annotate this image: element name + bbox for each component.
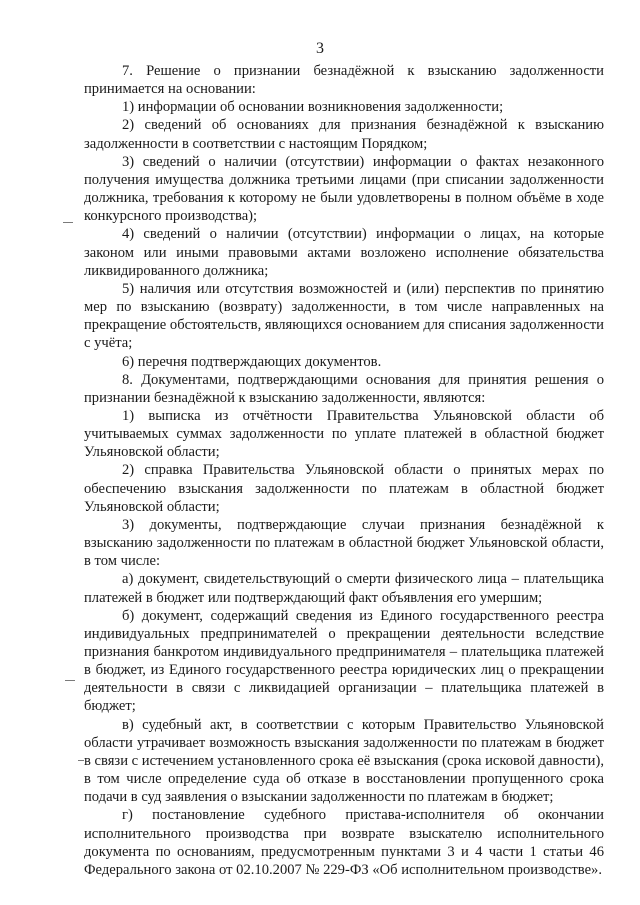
paragraph-8-sub-v: в) судебный акт, в соответствии с которым Правительство Ульяновской области утрачивает возможность взыскания задолженности по платежам в бюджет в связи с истечением установленного срока её взыскания (срока исковой давности), в том числе определение суда об отказе в восстановлении пропущенного срока подачи в суд заявления о взыскании задолженности по платежам в бюджет; [84,716,604,806]
paragraph-8-sub-g: г) постановление судебного пристава-исполнителя об окончании исполнительного производства при возврате взыскателю исполнительного документа по основаниям, предусмотренным пунктами 3 и 4 части 1 статьи 46 Федерального закона от 02.10.2007 № 229-ФЗ «Об исполнительном производстве». [84,807,604,878]
paragraph-8-sub-a: а) документ, свидетельствующий о смерти физического лица – плательщика платежей в бюджет или подтверждающий факт объявления его умершим; [84,571,604,606]
margin-mark [65,680,75,681]
paragraph-7-item-4: 4) сведений о наличии (отсутствии) информации о лицах, на которые законом или иными правовыми актами возложено исполнение обязательства ликвидированного должника; [84,226,604,279]
paragraph-8-intro: 8. Документами, подтверждающими основания для принятия решения о признании безнадёжной к взысканию задолженности, являются: [84,371,604,406]
paragraph-8-item-2: 2) справка Правительства Ульяновской области о принятых мерах по обеспечению взыскания задолженности по платежам в областной бюджет Ульяновской области; [84,462,604,515]
paragraph-7-item-3: 3) сведений о наличии (отсутствии) информации о фактах незаконного получения имущества должника третьими лицами (при списании задолженности должника, требования к которому не были удовлетворены в полном объёме в ходе конкурсного производства); [84,153,604,225]
document-body [84,62,604,879]
paragraph-7-item-2: 2) сведений об основаниях для признания безнадёжной к взысканию задолженности в соответствии с настоящим Порядком; [84,117,604,152]
page-number: 3 [316,40,324,57]
paragraph-8-item-1: 1) выписка из отчётности Правительства Ульяновской области об учитываемых суммах задолженности по уплате платежей в областной бюджет Ульяновской области; [84,407,604,461]
paragraph-7-item-5: 5) наличия или отсутствия возможностей и (или) перспектив по принятию мер по взысканию (возврату) задолженности, в том числе направленных на прекращение обстоятельств, являющихся основанием для списания задолженности с учёта; [84,280,604,352]
margin-mark [63,222,73,223]
paragraph-8-item-3: 3) документы, подтверждающие случаи признания безнадёжной к взысканию задолженности по платежам в областной бюджет Ульяновской области, в том числе: [84,516,604,570]
paragraph-7-intro: 7. Решение о признании безнадёжной к взысканию задолженности принимается на основании: [84,63,604,98]
paragraph-7-item-6: 6) перечня подтверждающих документов. [122,353,382,370]
paragraph-7-item-1: 1) информации об основании возникновения задолженности; [122,99,504,116]
paragraph-8-sub-b: б) документ, содержащий сведения из Единого государственного реестра индивидуальных предпринимателей о прекращении деятельности вследствие признания банкротом индивидуального предпринимателя – плательщика платежей в бюджет, из Единого государственного реестра юридических лиц о прекращении деятельности в связи с ликвидацией организации – плательщика платежей в бюджет; [84,607,604,715]
